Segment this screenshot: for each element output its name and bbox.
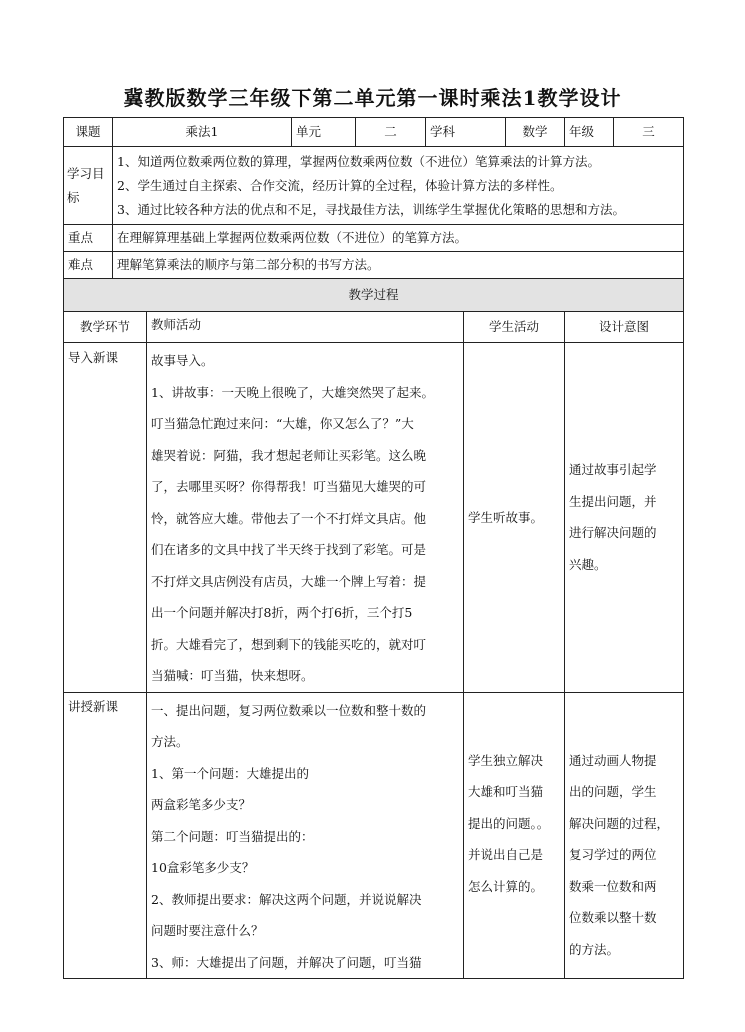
text-line: 叮当猫急忙跑过来问：“大雄，你又怎么了？”大 — [151, 416, 414, 431]
process-row-new-lesson — [64, 692, 684, 979]
text-line: 2、教师提出要求：解决这两个问题，并说说解决 — [151, 891, 422, 907]
text-line: 复习学过的两位 — [569, 847, 657, 862]
process-row-intro — [64, 343, 684, 693]
text-line: 数乘一位数和两 — [569, 878, 657, 894]
text-line: 的方法。 — [569, 941, 620, 957]
objective-item: 3、通过比较各种方法的优点和不足，寻找最佳方法，训练学生掌握优化策略的思想和方法。 — [117, 201, 625, 217]
column-teacher: 教师活动 — [147, 312, 464, 343]
text-line: 问题时要注意什么？ — [151, 923, 264, 938]
text-line: 位数乘以整十数 — [569, 910, 657, 925]
document-title: 冀教版数学三年级下第二单元第一课时乘法1教学设计 — [123, 86, 622, 110]
design-intent-cell — [565, 692, 684, 979]
difficulty-text: 理解笔算乘法的顺序与第二部分积的书写方法。 — [113, 252, 684, 279]
text-line: 10盒彩笔多少支？ — [151, 860, 255, 875]
text-line: 怜，就答应大雄。带他去了一个不打烊文具店。他 — [151, 510, 427, 526]
text-line: 学生独立解决 — [468, 752, 544, 768]
text-line: 故事导入。 — [151, 353, 214, 368]
text-line: 出一个问题并解决打8折，两个打6折，三个打5 — [151, 605, 413, 620]
text-line: 解决问题的过程， — [569, 815, 670, 831]
text-line: 大雄和叮当猫 — [468, 784, 544, 799]
text-line: 通过动画人物提 — [569, 752, 657, 768]
objective-item: 2、学生通过自主探索、合作交流，经历计算的全过程，体验计算方法的多样性。 — [117, 177, 563, 193]
text-line: 怎么计算的。 — [468, 878, 544, 894]
process-columns-row — [64, 312, 684, 343]
difficulty-row — [64, 252, 684, 279]
text-line: 生提出问题，并 — [569, 493, 657, 509]
header-value-grade: 三 — [614, 118, 684, 147]
header-key-unit: 单元 — [292, 118, 356, 147]
column-intent: 设计意图 — [565, 312, 684, 343]
objectives-row — [64, 147, 684, 225]
teacher-activity-cell — [147, 692, 464, 979]
focus-text: 在理解算理基础上掌握两位数乘两位数（不进位）的笔算方法。 — [113, 225, 684, 252]
process-heading: 教学过程 — [64, 279, 684, 312]
lesson-plan-table — [63, 117, 684, 979]
text-line: 学生听故事。 — [468, 509, 544, 525]
text-line: 1、讲故事：一天晚上很晚了，大雄突然哭了起来。 — [151, 384, 434, 400]
text-line: 两盒彩笔多少支？ — [151, 797, 252, 812]
objective-item: 1、知道两位数乘两位数的算理，掌握两位数乘两位数（不进位）笔算乘法的计算方法。 — [117, 153, 600, 169]
column-stage: 教学环节 — [64, 312, 147, 343]
column-student: 学生活动 — [464, 312, 565, 343]
difficulty-label: 难点 — [64, 252, 113, 279]
teacher-activity-cell — [147, 343, 464, 693]
header-value-topic: 乘法1 — [113, 118, 292, 147]
text-line: 不打烊文具店例没有店员，大雄一个牌上写着：提 — [151, 573, 427, 589]
header-value-unit: 二 — [356, 118, 426, 147]
text-line: 3、师：大雄提出了问题，并解决了问题，叮当猫 — [151, 954, 422, 970]
text-line: 进行解决问题的 — [569, 525, 657, 541]
student-activity-cell — [464, 692, 565, 979]
header-value-subject: 数学 — [506, 118, 565, 147]
stage-cell: 导入新课 — [64, 343, 147, 693]
focus-label: 重点 — [64, 225, 113, 252]
objectives-list — [113, 147, 684, 225]
text-line: 了，去哪里买呀？你得帮我！叮当猫见大雄哭的可 — [151, 479, 427, 494]
text-line: 1、第一个问题：大雄提出的 — [151, 765, 309, 781]
header-key-subject: 学科 — [426, 118, 506, 147]
text-line: 通过故事引起学 — [569, 462, 657, 478]
text-line: 兴趣。 — [569, 556, 607, 572]
header-key-topic: 课题 — [64, 118, 113, 147]
focus-row — [64, 225, 684, 252]
text-line: 并说出自己是 — [468, 847, 544, 862]
text-line: 雄哭着说：阿猫，我才想起老师让买彩笔。这么晚 — [151, 447, 427, 463]
text-line: 折。大雄看完了，想到剩下的钱能买吃的，就对叮 — [151, 636, 427, 652]
header-row — [64, 118, 684, 147]
text-line: 提出的问题。。 — [468, 815, 550, 831]
design-intent-cell — [565, 343, 684, 693]
student-activity-cell — [464, 343, 565, 693]
process-heading-row — [64, 279, 684, 312]
objectives-label: 学习目标 — [64, 147, 113, 225]
text-line: 一、提出问题，复习两位数乘以一位数和整十数的 — [151, 702, 427, 718]
text-line: 出的问题，学生 — [569, 784, 657, 799]
text-line: 们在诸多的文具中找了半天终于找到了彩笔。可是 — [151, 542, 427, 557]
text-line: 方法。 — [151, 734, 189, 749]
text-line: 当猫喊：叮当猫，快来想呀。 — [151, 668, 314, 683]
header-key-grade: 年级 — [565, 118, 614, 147]
text-line: 第二个问题：叮当猫提出的： — [151, 828, 314, 844]
stage-cell: 讲授新课 — [64, 692, 147, 979]
